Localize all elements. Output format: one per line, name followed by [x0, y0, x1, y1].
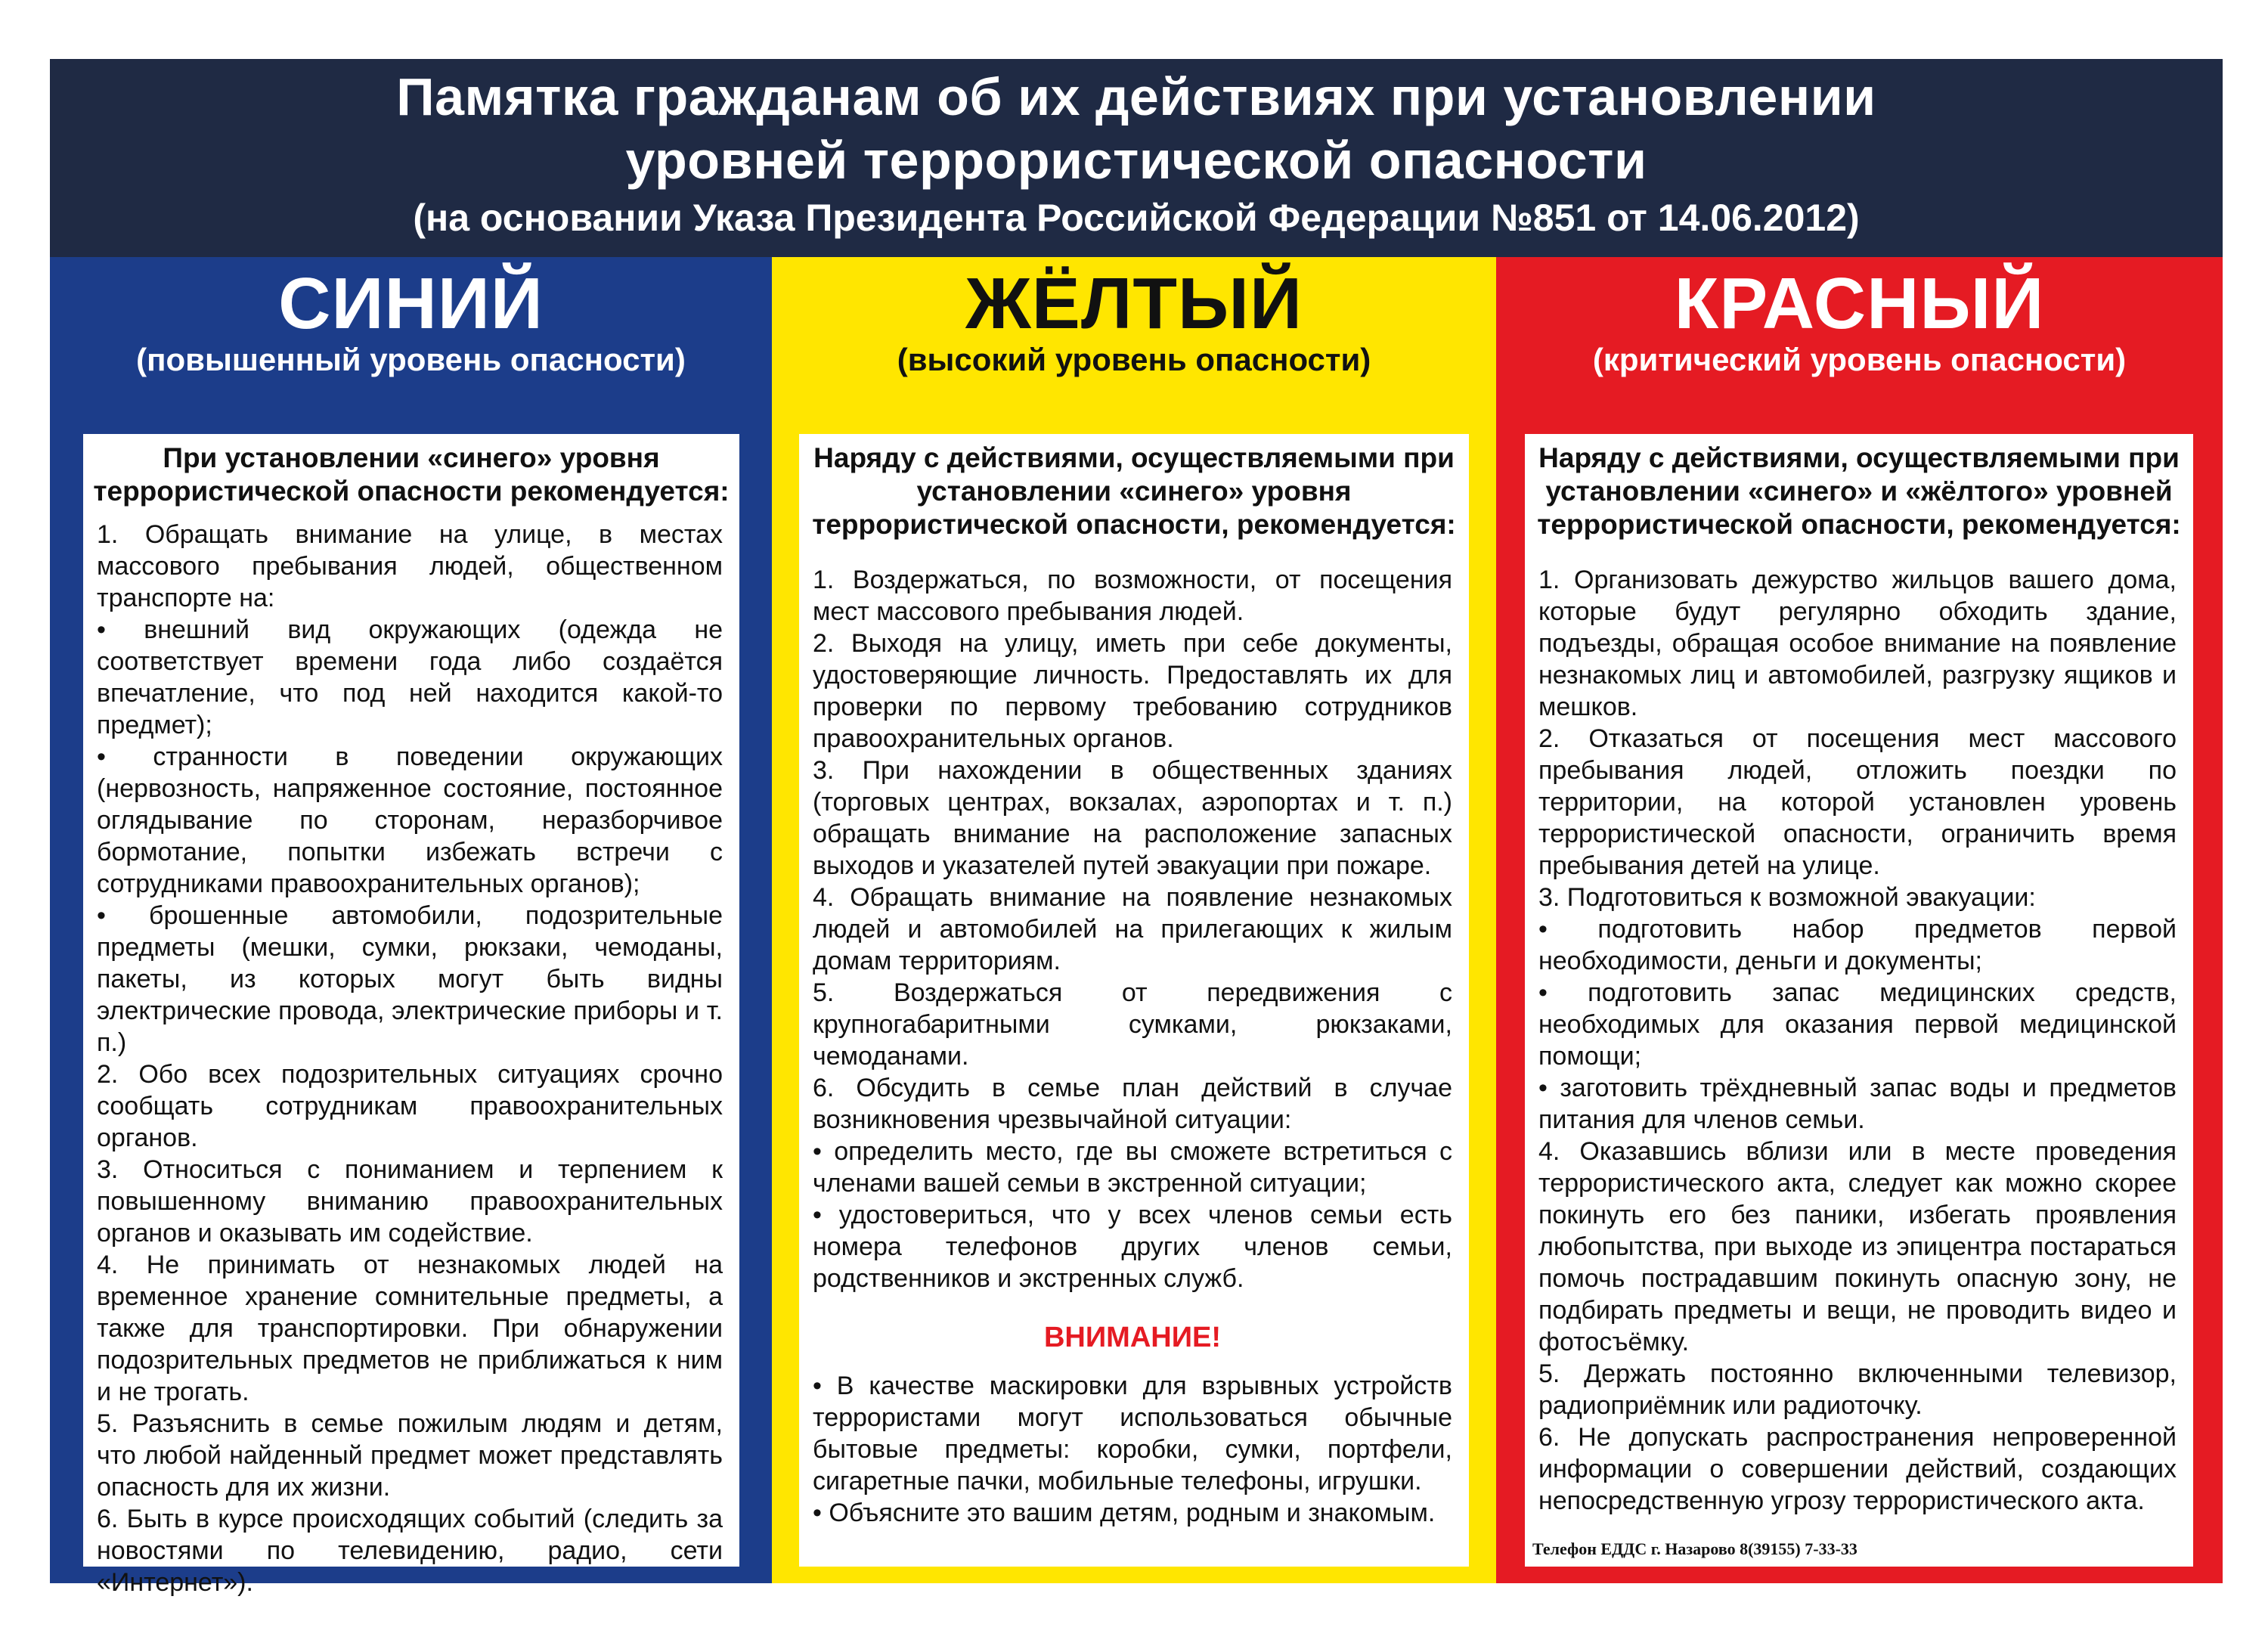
- list-item: 4. Обращать внимание на появление незнакомых людей и автомобилей на прилегающих к жилым домам территориям.: [813, 883, 1452, 975]
- title-line-1: Памятка гражданам об их действиях при установлении: [396, 67, 1876, 126]
- list-item: 5. Разъяснить в семье пожилым людям и детям, что любой найденный предмет может представлять опасность для их жизни.: [97, 1409, 723, 1502]
- level-name-red: КРАСНЫЙ: [1674, 263, 2045, 344]
- list-item: 1. Воздержаться, по возможности, от посещения мест массового пребывания людей.: [813, 566, 1452, 626]
- header-banner: [50, 59, 2223, 257]
- list-item: • Объясните это вашим детям, родным и знакомым.: [813, 1499, 1436, 1527]
- list-item: 1. Обращать внимание на улице, в местах массового пребывания людей, общественном транспорте на:: [97, 520, 723, 612]
- list-item: • подготовить набор предметов первой необходимости, деньги и документы;: [1538, 915, 2177, 975]
- column-blue-level: [50, 257, 772, 1597]
- lead-yellow: Наряду с действиями, осуществляемыми при установлении «синего» уровня террористической опасности, рекомендуется:: [812, 442, 1456, 540]
- list-item: • В качестве маскировки для взрывных устройств террористами могут использоваться обычные бытовые предметы: коробки, сумки, портфели, сигаретные пачки, мобильные телефоны, игрушки.: [813, 1372, 1452, 1496]
- list-item: 3. При нахождении в общественных зданиях (торговых центрах, вокзалах, аэропортах и т. п.) обращать внимание на расположение запасных выходов и указателей путей эвакуации при пожаре.: [813, 756, 1452, 880]
- column-yellow-level: [772, 257, 1496, 1583]
- levels-columns: [50, 257, 2223, 1597]
- list-item: • определить место, где вы сможете встретиться с членами вашей семьи в экстренной ситуации;: [813, 1137, 1452, 1198]
- hotline-phone: Телефон ЕДДС г. Назарово 8(39155) 7-33-33: [1532, 1539, 1857, 1558]
- list-item: 6. Быть в курсе происходящих событий (следить за новостями по телевидению, радио, сети «Интернет»).: [97, 1505, 723, 1597]
- list-item: 4. Не принимать от незнакомых людей на временное хранение сомнительные предметы, а также для транспортировки. При обнаружении подозрительных предметов не приближаться к ним и не трогать.: [97, 1251, 723, 1406]
- level-name-yellow: ЖЁЛТЫЙ: [965, 263, 1303, 344]
- list-item: 5. Держать постоянно включенными телевизор, радиоприёмник или радиоточку.: [1538, 1359, 2177, 1420]
- list-item: 6. Не допускать распространения непроверенной информации о совершении действий, создающих непосредственную угрозу террористического акта.: [1538, 1423, 2177, 1515]
- level-name-blue: СИНИЙ: [278, 263, 544, 344]
- level-desc-yellow: (высокий уровень опасности): [897, 342, 1371, 377]
- subtitle: (на основании Указа Президента Российской Федерации №851 от 14.06.2012): [413, 197, 1860, 239]
- list-item: 3. Подготовиться к возможной эвакуации:: [1538, 883, 2036, 912]
- list-item: 3. Относиться с пониманием и терпением к повышенному вниманию правоохранительных органов и оказывать им содействие.: [97, 1155, 723, 1248]
- list-item: 6. Обсудить в семье план действий в случае возникновения чрезвычайной ситуации:: [813, 1074, 1452, 1134]
- list-item: 1. Организовать дежурство жильцов вашего дома, которые будут регулярно обходить здание, подъезды, обращая особое внимание на появление незнакомых лиц и автомобилей, разгрузку ящиков и мешков.: [1538, 566, 2177, 721]
- list-item: 2. Отказаться от посещения мест массового пребывания людей, отложить поездки по территории, на которой установлен уровень террористической опасности, ограничить время пребывания детей на улице.: [1538, 724, 2177, 880]
- title-line-2: уровней террористической опасности: [625, 131, 1647, 190]
- panel-blue: [83, 434, 739, 1597]
- list-item: 2. Выходя на улицу, иметь при себе документы, удостоверяющие личность. Предоставлять их для проверки по первому требованию сотрудников правоохранительных органов.: [813, 629, 1452, 753]
- list-item: • подготовить запас медицинских средств, необходимых для оказания первой медицинской помощи;: [1538, 978, 2177, 1071]
- level-desc-blue: (повышенный уровень опасности): [136, 342, 686, 377]
- panel-red: [1525, 434, 2193, 1567]
- list-item: • заготовить трёхдневный запас воды и предметов питания для членов семьи.: [1538, 1074, 2177, 1134]
- lead-blue: При установлении «синего» уровня террористической опасности рекомендуется:: [93, 442, 730, 507]
- list-item: • странности в поведении окружающих (нервозность, напряженное состояние, постоянное оглядывание по сторонам, неразборчивое бормотание, попытки избежать встречи с сотрудниками правоохранительных органов);: [97, 742, 723, 898]
- list-item: 4. Оказавшись вблизи или в месте проведения террористического акта, следует как можно скорее покинуть его без паники, избегать проявления любопытства, при выходе из эпицентра постараться помочь пострадавшим покинуть опасную зону, не подбирать предметы и вещи, не проводить видео и фотосъёмку.: [1538, 1137, 2177, 1356]
- list-item: 2. Обо всех подозрительных ситуациях срочно сообщать сотрудникам правоохранительных органов.: [97, 1060, 723, 1152]
- list-item: 5. Воздержаться от передвижения с крупногабаритными сумками, рюкзаками, чемоданами.: [813, 978, 1452, 1071]
- lead-red: Наряду с действиями, осуществляемыми при установлении «синего» и «жёлтого» уровней террористической опасности, рекомендуется:: [1537, 442, 2181, 540]
- attention-heading: ВНИМАНИЕ!: [1043, 1322, 1222, 1353]
- level-desc-red: (критический уровень опасности): [1592, 342, 2127, 377]
- list-item: • внешний вид окружающих (одежда не соответствует времени года либо создаётся впечатление, что под ней находится какой-то предмет);: [97, 615, 723, 739]
- list-item: • брошенные автомобили, подозрительные предметы (мешки, сумки, рюкзаки, чемоданы, пакеты, из которых могут быть видны электрические провода, электрические приборы и т. п.): [97, 901, 723, 1057]
- column-red-level: [1496, 257, 2223, 1583]
- poster: [50, 59, 2223, 1597]
- list-item: • удостовериться, что у всех членов семьи есть номера телефонов других членов семьи, родственников и экстренных служб.: [813, 1201, 1452, 1293]
- panel-yellow: [799, 434, 1469, 1567]
